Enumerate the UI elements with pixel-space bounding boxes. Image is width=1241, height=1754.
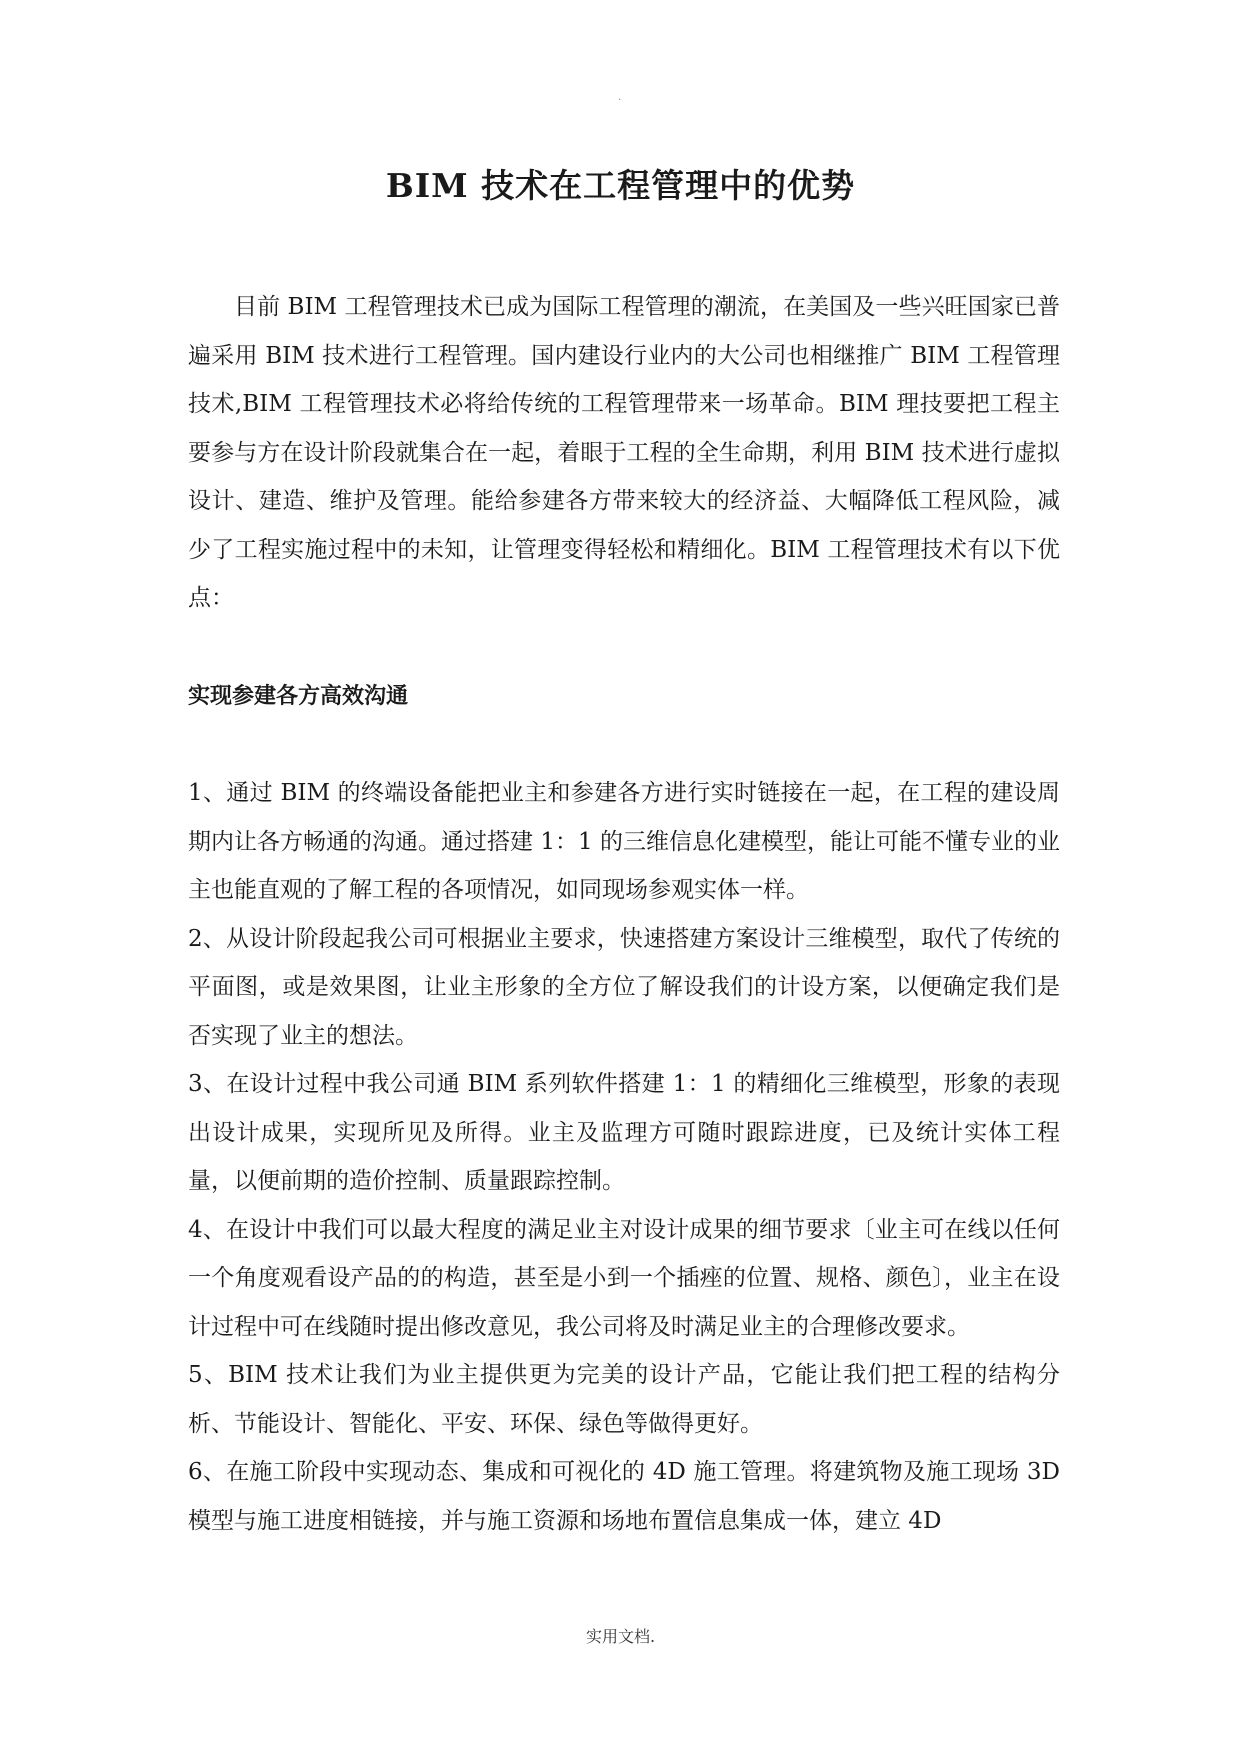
list-item-3: 3、在设计过程中我公司通 BIM 系列软件搭建 1：1 的精细化三维模型，形象的表现出设计成果，实现所见及所得。业主及监理方可随时跟踪进度，已及统计实体工程量，以便前期的造价控制、质量跟踪控制。 xyxy=(188,1071,1060,1194)
page-footer: 实用文档. xyxy=(585,1627,656,1646)
list-item-5: 5、BIM 技术让我们为业主提供更为完美的设计产品，它能让我们把工程的结构分析、节能设计、智能化、平安、环保、绿色等做得更好。 xyxy=(188,1362,1060,1437)
intro-paragraph: 目前 BIM 工程管理技术已成为国际工程管理的潮流，在美国及一些兴旺国家已普遍采用 BIM 技术进行工程管理。国内建设行业内的大公司也相继推广 BIM 工程管理技术,BIM 工程管理技术必将给传统的工程管理带来一场革命。BIM 理技要把工程主要参与方在设计阶段就集合在一起，着眼于工程的全生命期，利用 BIM 技术进行虚拟设计、建造、维护及管理。能给参建各方带来较大的经济益、大幅降低工程风险，减少了工程实施过程中的未知，让管理变得轻松和精细化。BIM 工程管理技术有以下优点： xyxy=(188,294,1060,611)
list-item-4: 4、在设计中我们可以最大程度的满足业主对设计成果的细节要求〔业主可在线以任何一个角度观看设产品的的构造，甚至是小到一个插痤的位置、规格、颜色〕，业主在设计过程中可在线随时提出修改意见，我公司将及时满足业主的合理修改要求。 xyxy=(188,1216,1060,1340)
section-heading: 实现参建各方高效沟通 xyxy=(188,682,409,709)
list-item-6: 6、在施工阶段中实现动态、集成和可视化的 4D 施工管理。将建筑物及施工现场 3D 模型与施工进度相链接，并与施工资源和场地布置信息集成一体，建立 4D xyxy=(188,1459,1060,1534)
header-mark: . xyxy=(618,92,622,103)
list-item-2: 2、从设计阶段起我公司可根据业主要求，快速搭建方案设计三维模型，取代了传统的平面图，或是效果图，让业主形象的全方位了解设我们的计设方案，以便确定我们是否实现了业主的想法。 xyxy=(188,925,1060,1049)
list-item-1: 1、通过 BIM 的终端设备能把业主和参建各方进行实时链接在一起，在工程的建设周期内让各方畅通的沟通。通过搭建 1：1 的三维信息化建模型，能让可能不懂专业的业主也能直观的了解工程的各项情况，如同现场参观实体一样。 xyxy=(188,780,1060,903)
document-title: BIM 技术在工程管理中的优势 xyxy=(385,166,856,205)
document-body xyxy=(188,283,1060,1545)
